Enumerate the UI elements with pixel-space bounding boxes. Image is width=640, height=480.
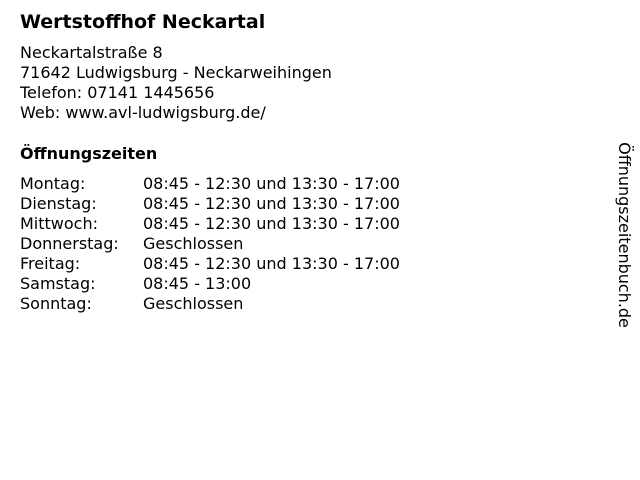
- time-value: 08:45 - 12:30 und 13:30 - 17:00: [143, 214, 400, 233]
- time-value: 08:45 - 12:30 und 13:30 - 17:00: [143, 254, 400, 273]
- opening-hours-heading: Öffnungszeiten: [20, 144, 158, 163]
- time-value: 08:45 - 12:30 und 13:30 - 17:00: [143, 194, 400, 213]
- day-label: Samstag:: [20, 274, 96, 293]
- time-value: Geschlossen: [143, 294, 244, 313]
- time-value: 08:45 - 13:00: [143, 274, 252, 293]
- phone-number: Telefon: 07141 1445656: [20, 83, 215, 102]
- city-line: 71642 Ludwigsburg - Neckarweihingen: [20, 63, 332, 82]
- day-label: Montag:: [20, 174, 86, 193]
- watermark-text: Öffnungszeitenbuch.de: [615, 142, 635, 328]
- site-watermark: [612, 135, 636, 335]
- day-label: Freitag:: [20, 254, 81, 273]
- website-link: Web: www.avl-ludwigsburg.de/: [20, 103, 266, 122]
- day-label: Dienstag:: [20, 194, 97, 213]
- street-address: Neckartalstraße 8: [20, 43, 163, 62]
- day-label: Donnerstag:: [20, 234, 119, 253]
- day-label: Mittwoch:: [20, 214, 98, 233]
- time-value: 08:45 - 12:30 und 13:30 - 17:00: [143, 174, 400, 193]
- business-name: Wertstoffhof Neckartal: [20, 11, 266, 33]
- address-block: [20, 43, 332, 123]
- time-value: Geschlossen: [143, 234, 244, 253]
- day-label: Sonntag:: [20, 294, 92, 313]
